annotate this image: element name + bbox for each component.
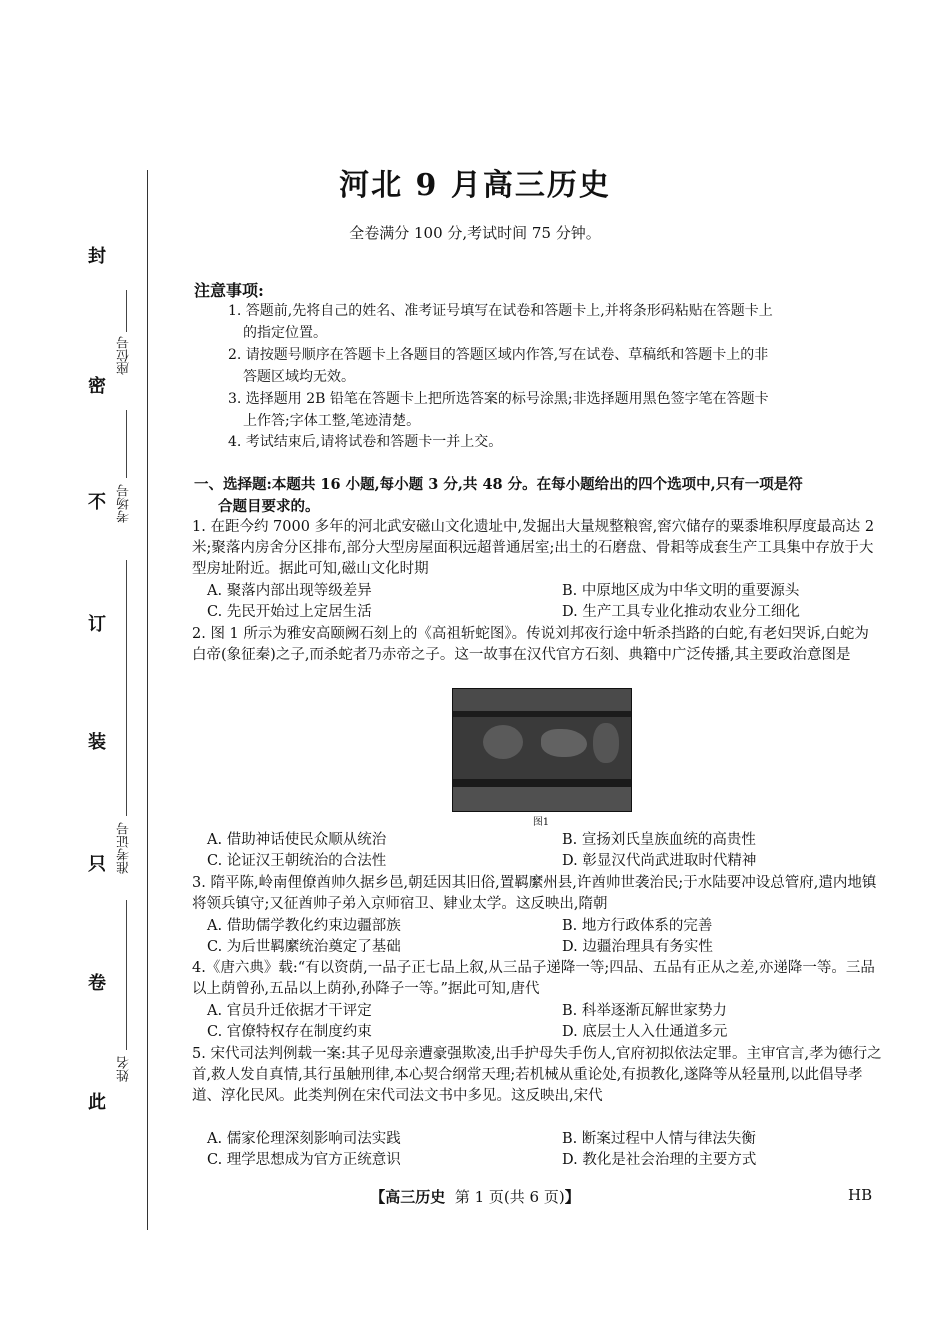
question-stem: 2. 图 1 所示为雅安高颐阙石刻上的《高祖斩蛇图》。传说刘邦夜行途中斩杀挡路的白蛇,有老妇哭诉,白蛇为白帝(象征秦)之子,而杀蛇者乃赤帝之子。这一故事在汉代官方石刻、典籍中广泛传播,其主要政治意图是 bbox=[192, 626, 869, 663]
option-b: B. 中原地区成为中华文明的重要源头 bbox=[562, 583, 800, 599]
binding-char: 密 bbox=[88, 376, 106, 397]
section-heading-text: 一、选择题:本题共 16 小题,每小题 3 分,共 48 分。在每小题给出的四个选项中,只有一项是符 bbox=[194, 476, 803, 493]
question-options bbox=[207, 581, 887, 623]
binding-char: 不 bbox=[88, 492, 106, 513]
option-c: C. 官僚特权存在制度约束 bbox=[207, 1024, 372, 1040]
seat-number-label: 座位号 bbox=[117, 336, 132, 375]
exam-room-label: 考场号 bbox=[117, 484, 132, 523]
admission-number-blank bbox=[126, 560, 127, 816]
notice-item-text: 4. 考试结束后,请将试卷和答题卡一并上交。 bbox=[228, 434, 503, 450]
paper-code: HB bbox=[848, 1186, 873, 1204]
figure-caption: 图1 bbox=[532, 817, 550, 828]
footer-bracket: 【 bbox=[370, 1188, 386, 1206]
notice-item bbox=[228, 344, 878, 388]
question-options bbox=[207, 916, 887, 958]
question-options bbox=[207, 1129, 887, 1171]
exam-info: 全卷满分 100 分,考试时间 75 分钟。 bbox=[349, 224, 601, 242]
option-d: D. 边疆治理具有务实性 bbox=[562, 939, 713, 955]
seat-number-blank bbox=[126, 290, 127, 332]
option-a: A. 聚落内部出现等级差异 bbox=[207, 583, 372, 599]
name-label: 姓名 bbox=[117, 1056, 132, 1082]
question-stem: 1. 在距今约 7000 多年的河北武安磁山文化遗址中,发掘出大量规整粮窖,窖穴储存的粟黍堆积厚度最高达 2 米;聚落内房舍分区排布,部分大型房屋面积远超普通居室;出土的石磨盘、骨耜等成套生产工具集中存放于大型房址附近。据此可知,磁山文化时期 bbox=[192, 519, 875, 577]
binding-char: 封 bbox=[88, 246, 106, 267]
notice-item-text: 2. 请按题号顺序在答题卡上各题目的答题区域内作答,写在试卷、草稿纸和答题卡上的非 bbox=[228, 347, 769, 363]
option-b: B. 宣扬刘氏皇族血统的高贵性 bbox=[562, 832, 756, 848]
footer-page-number: 第 1 页(共 6 页) bbox=[454, 1188, 565, 1206]
binding-char: 订 bbox=[88, 614, 106, 635]
notice-item-text: 1. 答题前,先将自己的姓名、准考证号填写在试卷和答题卡上,并将条形码粘贴在答题卡上 bbox=[228, 303, 773, 319]
binding-line bbox=[147, 170, 148, 1230]
notice-item-text: 答题区域均无效。 bbox=[243, 369, 355, 385]
question-options bbox=[207, 830, 887, 872]
binding-char: 此 bbox=[88, 1092, 106, 1113]
option-a: A. 官员升迁依据才干评定 bbox=[207, 1003, 372, 1019]
notice-title: 注意事项: bbox=[194, 281, 264, 300]
option-c: C. 论证汉王朝统治的合法性 bbox=[207, 853, 387, 869]
section-heading bbox=[194, 474, 884, 518]
question-options bbox=[207, 1001, 887, 1043]
option-b: B. 断案过程中人情与律法失衡 bbox=[562, 1131, 756, 1147]
option-d: D. 生产工具专业化推动农业分工细化 bbox=[562, 604, 800, 620]
option-d: D. 彰显汉代尚武进取时代精神 bbox=[562, 853, 757, 869]
footer-bracket: 】 bbox=[564, 1188, 580, 1206]
question-stem: 4.《唐六典》载:“有以资荫,一品子正七品上叙,从三品子递降一等;四品、五品有正从之差,亦递降一等。三品以上荫曾孙,五品以上荫孙,孙降子一等。”据此可知,唐代 bbox=[192, 960, 875, 997]
option-c: C. 理学思想成为官方正统意识 bbox=[207, 1152, 401, 1168]
option-c: C. 为后世羁縻统治奠定了基础 bbox=[207, 939, 401, 955]
name-blank bbox=[126, 900, 127, 1050]
notice-item bbox=[228, 300, 878, 344]
option-b: B. 科举逐渐瓦解世家势力 bbox=[562, 1003, 727, 1019]
notice-item-text: 3. 选择题用 2B 铅笔在答题卡上把所选答案的标号涂黑;非选择题用黑色签字笔在答题卡 bbox=[228, 391, 769, 407]
notice-item bbox=[228, 431, 878, 453]
page-footer bbox=[0, 1186, 950, 1207]
footer-subject: 高三历史 bbox=[385, 1188, 446, 1206]
exam-room-blank bbox=[126, 410, 127, 478]
option-b: B. 地方行政体系的完善 bbox=[562, 918, 713, 934]
question-stem: 5. 宋代司法判例载一案:其子见母亲遭豪强欺凌,出手护母失手伤人,官府初拟依法定罪。主审官言,孝为德行之首,救人发自真情,其行虽触刑律,本心契合纲常天理;若机械从重论处,有损教化,遂降等从轻量刑,以此倡导孝道、淳化民风。此类判例在宋代司法文书中多见。这反映出,宋代 bbox=[192, 1046, 882, 1104]
admission-number-label: 准考证号 bbox=[117, 822, 132, 874]
option-d: D. 底层士人入仕通道多元 bbox=[562, 1024, 728, 1040]
stone-carving-image bbox=[452, 688, 632, 812]
notice-item-text: 上作答;字体工整,笔迹清楚。 bbox=[243, 413, 421, 429]
option-a: A. 儒家伦理深刻影响司法实践 bbox=[207, 1131, 401, 1147]
option-d: D. 教化是社会治理的主要方式 bbox=[562, 1152, 757, 1168]
page-title: 河北 9 月高三历史 bbox=[339, 168, 611, 203]
binding-char: 卷 bbox=[88, 973, 106, 994]
binding-char: 装 bbox=[88, 732, 106, 753]
option-a: A. 借助神话使民众顺从统治 bbox=[207, 832, 387, 848]
binding-char: 只 bbox=[88, 854, 106, 875]
notice-item bbox=[228, 388, 878, 432]
notice-item-text: 的指定位置。 bbox=[243, 325, 327, 341]
question-stem: 3. 隋平陈,岭南俚僚酋帅久据乡邑,朝廷因其旧俗,置羁縻州县,许酋帅世袭治民;于水陆要冲设总管府,遣内地镇将领兵镇守;又征酋帅子弟入京师宿卫、肄业太学。这反映出,隋朝 bbox=[192, 875, 877, 912]
option-c: C. 先民开始过上定居生活 bbox=[207, 604, 372, 620]
section-heading-text: 合题目要求的。 bbox=[218, 498, 320, 515]
option-a: A. 借助儒学教化约束边疆部族 bbox=[207, 918, 401, 934]
